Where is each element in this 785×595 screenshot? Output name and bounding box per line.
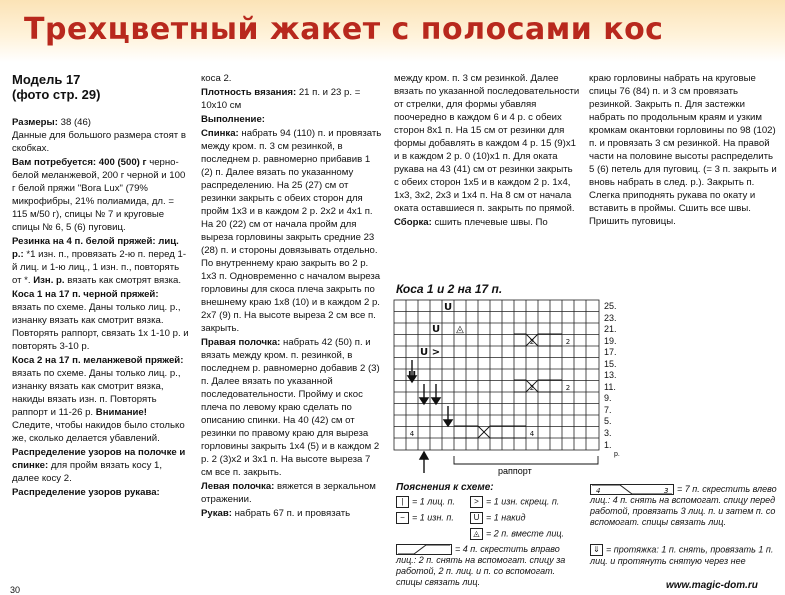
left-front-instructions: Левая полочка: вяжется в зеркальном отражении.: [201, 481, 376, 505]
svg-text:11.: 11.: [604, 382, 616, 392]
legend-item: > = 1 изн. скрещ. п.: [470, 496, 559, 508]
chart-title: Коса 1 и 2 на 17 п.: [396, 282, 503, 296]
pull-symbol: ⇓: [590, 544, 603, 556]
column-2: [201, 72, 383, 521]
svg-text:3.: 3.: [604, 428, 612, 438]
svg-text:2: 2: [529, 338, 535, 346]
rapport-label: раппорт: [498, 466, 532, 476]
twisted-purl-symbol: >: [470, 496, 483, 508]
rapport-bracket: [454, 456, 598, 464]
sizes: Размеры: 38 (46) Данные для большого размера стоят в скобках.: [12, 117, 186, 154]
svg-text:23.: 23.: [604, 313, 617, 323]
yarn-over-symbol: U: [443, 302, 453, 313]
svg-text:25.: 25.: [604, 301, 617, 311]
cable-1: Коса 1 на 17 п. черной пряжей: вязать по схеме. Даны только лиц. р., изнанку вязать как смотрит вязка. Повторять раппорт, связать 1х 1-10 р. и повторять 3-10 р.: [12, 289, 189, 352]
svg-text:15.: 15.: [604, 359, 617, 369]
legend-four-cross: = 4 п. скрестить вправо лиц.: 2 п. снять на вспомогат. спицу за работой, 2 п. лиц. и п. со вспомогат. спицы связать лиц.: [396, 544, 566, 588]
cross-left-symbol: [590, 484, 674, 495]
yarn-over-symbol: U: [470, 512, 483, 524]
page-title: Трехцветный жакет с полосами кос: [24, 12, 664, 47]
continuation: коса 2.: [201, 73, 232, 84]
svg-text:4: 4: [596, 487, 601, 496]
assembly: Сборка: сшить плечевые швы. По: [394, 217, 548, 228]
decrease-symbol: ◬: [456, 324, 464, 335]
model-number: Модель 17: [12, 72, 81, 87]
purl-symbol: −: [396, 512, 409, 524]
yarn-over-symbol: U: [431, 324, 441, 335]
assembly-continued: краю горловины набрать на круговые спицы 76 (84) п. и 3 см провязать резинкой. Закрыть п. Для застежки набрать по продольным краям и узким кромкам окантовки горловины по 98 (102) п. и провязать 3 см резинкой. На правой части на половине высоты распределить 5 (6) петель для пуговиц. (= 3 п. закрыть и вновь набрать в след. р.). Закрыть п. Слегка приподнять рукава по окату и вставить в проймы. Сшить все швы. Пришить пуговицы.: [589, 73, 777, 227]
cross-right-symbol: [396, 544, 452, 555]
svg-text:17.: 17.: [604, 347, 617, 357]
svg-text:4: 4: [409, 430, 415, 438]
yarn-over-symbol: U: [419, 347, 429, 358]
model-heading: [12, 72, 190, 102]
svg-text:3: 3: [664, 487, 669, 496]
page-number: 30: [10, 585, 21, 595]
legend-item: U = 1 накид: [470, 512, 525, 524]
cable-2: Коса 2 на 17 п. меланжевой пряжей: вязать по схеме. Даны только лиц. р., изнанку вязать как смотрит вязка, накиды вязать изн. п. Повторять раппорт и 11-26 р. Внимание! Следите, чтобы накидов было столько же, сколько делается убавлений.: [12, 355, 185, 444]
svg-text:13.: 13.: [604, 370, 617, 380]
work-heading: Выполнение:: [201, 114, 265, 125]
materials: Вам потребуется: 400 (500) г черно-белой меланжевой, 200 г черной и 100 г белой пряжи "Bora Lux" (79% микрофибры, 21% полиамида, дл. = 115 м/50 г), спицы № 7 и круговые спицы № 6, 5 (6) пуговиц.: [12, 157, 186, 233]
svg-text:9.: 9.: [604, 393, 612, 403]
sleeve-instructions: Рукав: набрать 67 п. и провязать: [201, 508, 351, 519]
legend-pull: ⇓ = протяжка: 1 п. снять, провязать 1 п. лиц. и протянуть снятую через нее: [590, 544, 774, 566]
column-3: [394, 72, 580, 230]
cable-cross-marks: [454, 334, 562, 438]
sleeve-distribution: Распределение узоров рукава:: [12, 487, 160, 498]
rib-pattern: Резинка на 4 п. белой пряжей: лиц. р.: *1 изн. п., провязать 2-ю п. перед 1-й лиц. и 1-ю лиц., 1 изн. п., повторять от *. Изн. р. вязать как смотрят вязка.: [12, 236, 187, 286]
legend-seven-cross: 4 3 = 7 п. скрестить влево лиц.: 4 п. снять на вспомогат. спицу перед работой, провязать 3 лиц. п. и затем п. со вспомогат. спицы связать лиц.: [590, 484, 777, 528]
pattern-distribution: Распределение узоров на полочке и спинке: для пройм вязать косу 1, далее косу 2.: [12, 447, 186, 484]
column-1: [12, 72, 190, 500]
svg-text:1.: 1.: [604, 440, 612, 450]
density: Плотность вязания: 21 п. и 23 р. = 10х10 см: [201, 87, 361, 111]
title-banner: [0, 0, 785, 62]
back-instructions: Спинка: набрать 94 (110) п. и провязать между кром. п. 3 см резинкой, в последнем р. равномерно прибавив 1 (2) п. Далее вязать по указанному распределению. На 25 (27) см от резинки закрыть с обеих сторон для пройм 1х3 и в каждом 2 р. 2х2 и 4х1 п. На 20 (22) см от начала пройм для выреза горловины закрыть средние 23 (28) п. и стороны довязывать отдельно. По внутреннему краю закрыть во 2 р. 1х3 п. Одновременно с началом выреза горловины для скоса плеча закрыть по внешнему краю 1х8 (10) и в каждом 2 р. 2х7 (9) п. На высоте выреза 2 см все п. закрыть.: [201, 128, 382, 334]
svg-text:21.: 21.: [604, 324, 617, 334]
knit-symbol: |: [396, 496, 409, 508]
cable-chart: [392, 298, 632, 478]
legend-title: Пояснения к схеме:: [396, 482, 494, 493]
row-numbers: [604, 301, 620, 458]
svg-text:7.: 7.: [604, 405, 612, 415]
site-url: www.magic-dom.ru: [666, 580, 758, 591]
svg-text:4: 4: [529, 430, 535, 438]
svg-text:2: 2: [565, 384, 571, 392]
svg-text:5.: 5.: [604, 416, 612, 426]
column-4: [589, 72, 777, 229]
decrease-symbol: ◬: [470, 528, 483, 540]
svg-text:19.: 19.: [604, 336, 617, 346]
right-front-instructions: Правая полочка: набрать 42 (50) п. и вязать между кром. п. резинкой, в последнем р. равномерно добавив 2 (3) п. Далее вязать по указанной последовательности. Пройму и скос плеча по левому краю сделать по описанию спинки. На 40 (42) см от резинки по правому краю для выреза горловины закрыть 1х4 (5) и в каждом 2 р. 2 (3)х2 и 3х1 п. На высоте выреза 7 см все п. закрыть.: [201, 337, 380, 478]
photo-ref: (фото стр. 29): [12, 87, 101, 102]
sleeve-continued: между кром. п. 3 см резинкой. Далее вязать по указанной последовательности от стрелки, для формы убавляя поочередно в каждом 6 и 4 р. с обеих сторон 8х1 п. На 15 см от резинки для формы добавлять в каждом 4 р. 15 (9)х1 и в каждом 2 р. 0 (10)х1 п. Для оката рукава на 43 (41) см от резинки закрыть с обеих сторон 1х5 и в каждом 2 р. 1х4, 1х3, 3х2, 2х3 и 1х4 п. На 8 см от начала оката оставшиеся п. закрыть по прямой.: [394, 73, 580, 214]
legend-item: ◬ = 2 п. вместе лиц.: [470, 528, 564, 540]
legend-item: − = 1 изн. п.: [396, 512, 454, 524]
twisted-purl-symbol: >: [431, 347, 441, 358]
svg-text:р.: р.: [614, 451, 620, 458]
svg-text:2: 2: [565, 338, 571, 346]
svg-text:2: 2: [529, 384, 535, 392]
legend-item: | = 1 лиц. п.: [396, 496, 455, 508]
chart-grid: [394, 300, 599, 450]
